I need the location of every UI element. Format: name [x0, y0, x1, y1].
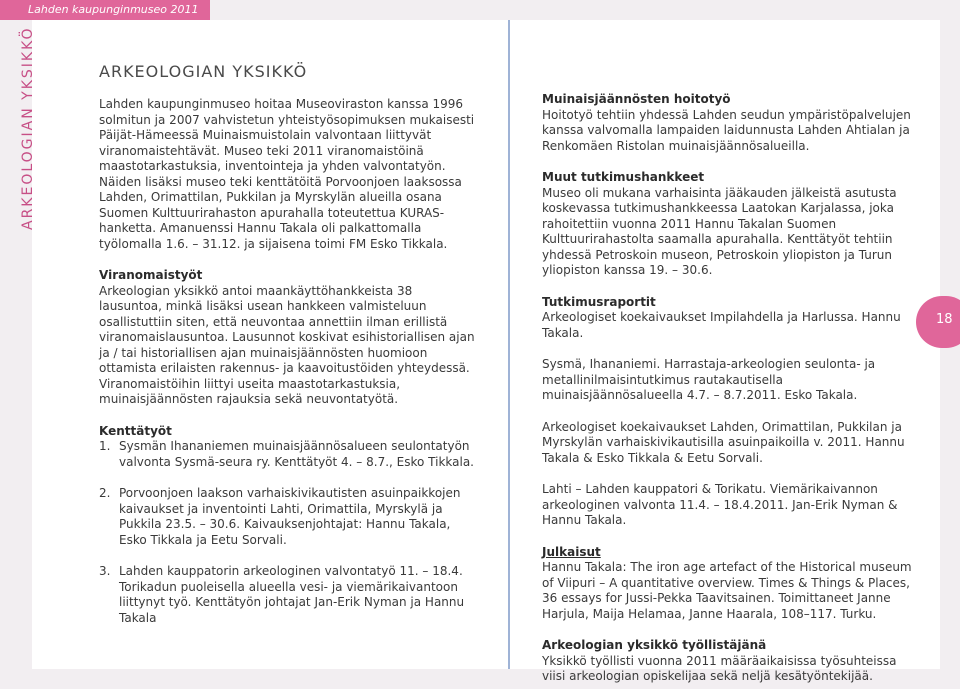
viranomaistyot-paragraph: Arkeologian yksikkö antoi maankäyttöhankkeista 38 lausuntoa, minkä lisäksi usean hankkeen valmisteluun osallistuttiin siten, että neuvontaa annettiin ilman erillistä viranomaislausuntoa. Lausunnot koskivat esihistoriallisen ajan ja / tai historiallisen ajan muinaisjäännösten huomioon ottamista erilaisten rakennus- ja kaavoitustöiden yhteydessä. Viranomaistöihin liittyi useita maastotarkastuksia, muinaisjäännösten rajauksia sekä neuvontatyötä. — [99, 283, 475, 406]
julkaisut-heading: Julkaisut — [542, 544, 601, 559]
list-item-number: 1. — [99, 439, 111, 453]
viranomaistyot-heading: Viranomaistyöt — [99, 268, 203, 282]
left-column — [99, 62, 479, 642]
list-item-number: 2. — [99, 486, 111, 500]
page-number: 18 — [936, 312, 953, 327]
raportti-1: Arkeologiset koekaivaukset Impilahdella ja Harlussa. Hannu Takala. — [542, 310, 901, 340]
page-title: ARKEOLOGIAN YKSIKKÖ — [99, 62, 308, 81]
list-item — [99, 564, 479, 626]
right-column — [542, 92, 917, 685]
kenttatyot-list — [99, 439, 479, 626]
list-item-text: Sysmän Ihananiemen muinaisjäännösalueen seulontatyön valvonta Sysmä-seura ry. Kenttätyöt 4. – 8.7., Esko Tikkala. — [119, 439, 474, 469]
list-item-text: Lahden kauppatorin arkeologinen valvontatyö 11. – 18.4. Torikadun puoleisella alueella vesi- ja viemärikaivantoon liittynyt työ. Kenttätyön johtajat Jan-Erik Nyman ja Hannu Takala — [119, 564, 465, 625]
tyollistaja-heading: Arkeologian yksikkö työllistäjänä — [542, 638, 767, 652]
muinais-paragraph: Hoitotyö tehtiin yhdessä Lahden seudun ympäristöpalvelujen kanssa valvomalla lampaiden laidunnusta Lahden Ahtialan ja Renkomäen Ristolan muinaisjäännösalueilla. — [542, 107, 911, 153]
julkaisut-paragraph: Hannu Takala: The iron age artefact of the Historical museum of Viipuri – A quantitative overview. Times & Things & Places, 36 essays for Jussi-Pekka Taavitsainen. Toimittaneet Janne Harjula, Maija Helamaa, Janne Haarala, 108–117. Turku. — [542, 560, 912, 621]
muinais-heading: Muinaisjäännösten hoitotyö — [542, 92, 731, 106]
header-bar — [0, 0, 210, 20]
raportit-heading: Tutkimusraportit — [542, 294, 656, 309]
list-item — [99, 486, 479, 548]
list-item-number: 3. — [99, 564, 111, 578]
raportti-4: Lahti – Lahden kauppatori & Torikatu. Viemärikaivannon arkeologinen valvonta 11.4. – 18.4.2011. Jan-Erik Nyman & Hannu Takala. — [542, 482, 898, 527]
raportti-3: Arkeologiset koekaivaukset Lahden, Orimattilan, Pukkilan ja Myrskylän varhaiskivikautisilla asuinpaikoilla v. 2011. Hannu Takala & Esko Tikkala & Eetu Sorvali. — [542, 419, 905, 465]
intro-paragraph: Lahden kaupunginmuseo hoitaa Museoviraston kanssa 1996 solmitun ja 2007 vahvistetun yhteistyösopimuksen mukaisesti Päijät-Hämeessä Muinaismuistolain valvontaan liittyvät viranomaistehtävät. Museo teki 2011 viranomaistöinä maastotarkastuksia, inventointeja ja yhden valvontatyön. Näiden lisäksi museo teki kenttätöitä Porvoonjoen laaksossa Lahden, Orimattilan, Pukkilan ja Myrskylän alueilla osana Suomen Kulttuurirahaston apurahalla toteutettua KURAS-hanketta. Amanuenssi Hannu Takala oli palkattomalla työlomalla 1.6. – 31.12. ja sijaisena toimi FM Esko Tikkala. — [99, 97, 475, 251]
list-item-text: Porvoonjoen laakson varhaiskivikautisten asuinpaikkojen kaivaukset ja inventointi Lahti, Orimattila, Myrskylä ja Pukkila 23.5. – 30.6. Kaivauksenjohtajat: Hannu Takala, Esko Tikkala ja Eetu Sorvali. — [119, 486, 461, 547]
raportti-2: Sysmä, Ihananiemi. Harrastaja-arkeologien seulonta- ja metallinilmaisintutkimus rautakautisella muinaisjäännösalueella 4.7. – 8.7.2011. Esko Takala. — [542, 357, 876, 402]
muut-heading: Muut tutkimushankkeet — [542, 170, 705, 184]
column-divider — [508, 20, 510, 669]
kenttatyot-heading: Kenttätyöt — [99, 423, 172, 438]
tyollistaja-paragraph: Yksikkö työllisti vuonna 2011 määräaikaisissa työsuhteissa viisi arkeologian opiskelijaa sekä neljä kesätyöntekijää. — [542, 653, 897, 683]
muut-paragraph: Museo oli mukana varhaisinta jääkauden jälkeistä asutusta koskevassa tutkimushankkeessa Laatokan Karjalassa, joka rahoitettiin vuonna 2011 Hannu Takalan Suomen Kulttuurirahastolta saamalla apurahalla. Kenttätyöt tehtiin yhdessä Petroskoin museon, Petroskoin yliopiston ja Turun yliopiston kanssa 19. – 30.6. — [542, 185, 897, 277]
page-number-tab — [916, 296, 960, 348]
list-item — [99, 439, 479, 470]
section-vertical-title: ARKEOLOGIAN YKSIKKÖ — [20, 26, 36, 230]
brand-label: Lahden kaupunginmuseo 2011 — [28, 3, 199, 16]
